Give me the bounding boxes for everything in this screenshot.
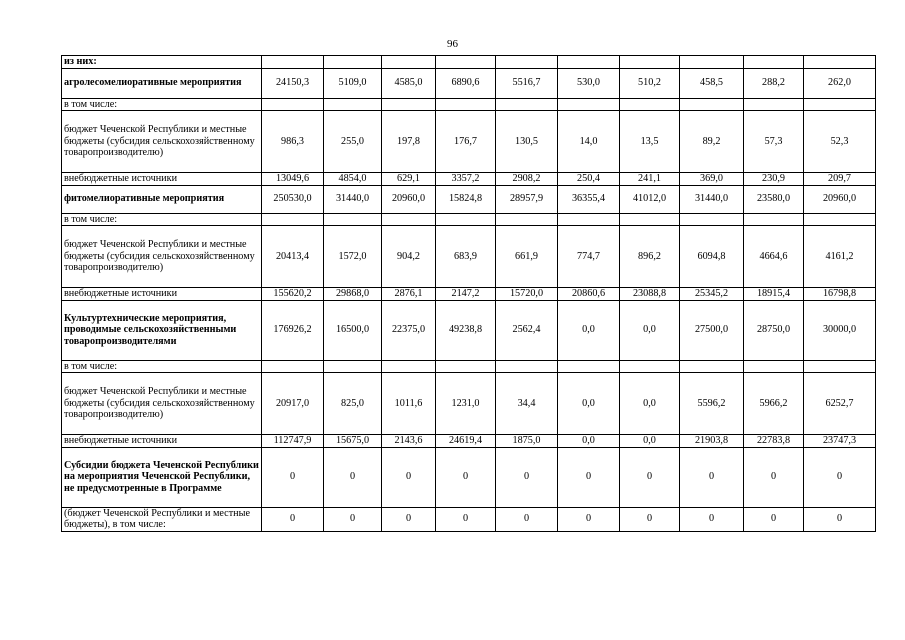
value-cell: 0 [436, 507, 496, 531]
value-cell: 20960,0 [382, 185, 436, 213]
value-cell: 0 [382, 447, 436, 507]
value-cell: 0,0 [558, 435, 620, 448]
value-cell: 4854,0 [324, 173, 382, 186]
value-cell: 197,8 [382, 111, 436, 173]
table-row [62, 300, 876, 360]
value-cell: 20917,0 [262, 373, 324, 435]
value-cell: 2147,2 [436, 288, 496, 301]
value-cell: 0 [744, 447, 804, 507]
row-label: из них: [62, 56, 262, 69]
row-label: внебюджетные источники [62, 288, 262, 301]
value-cell: 25345,2 [680, 288, 744, 301]
value-cell [620, 213, 680, 226]
value-cell [496, 360, 558, 373]
value-cell: 904,2 [382, 226, 436, 288]
value-cell: 5109,0 [324, 68, 382, 98]
value-cell: 57,3 [744, 111, 804, 173]
table-row [62, 68, 876, 98]
value-cell: 1572,0 [324, 226, 382, 288]
value-cell: 288,2 [744, 68, 804, 98]
value-cell: 0,0 [620, 373, 680, 435]
value-cell [436, 213, 496, 226]
value-cell: 6890,6 [436, 68, 496, 98]
value-cell [382, 98, 436, 111]
value-cell: 1011,6 [382, 373, 436, 435]
value-cell [262, 213, 324, 226]
value-cell [558, 213, 620, 226]
value-cell: 3357,2 [436, 173, 496, 186]
table-body [62, 56, 876, 532]
value-cell: 629,1 [382, 173, 436, 186]
value-cell: 29868,0 [324, 288, 382, 301]
value-cell [804, 56, 876, 69]
value-cell: 209,7 [804, 173, 876, 186]
value-cell [436, 98, 496, 111]
value-cell [262, 56, 324, 69]
value-cell [680, 213, 744, 226]
row-label: в том числе: [62, 213, 262, 226]
value-cell: 23580,0 [744, 185, 804, 213]
value-cell: 510,2 [620, 68, 680, 98]
value-cell: 89,2 [680, 111, 744, 173]
value-cell: 155620,2 [262, 288, 324, 301]
value-cell: 5596,2 [680, 373, 744, 435]
value-cell: 230,9 [744, 173, 804, 186]
value-cell: 0 [496, 507, 558, 531]
value-cell [744, 213, 804, 226]
value-cell [382, 56, 436, 69]
value-cell: 2143,6 [382, 435, 436, 448]
value-cell: 825,0 [324, 373, 382, 435]
value-cell: 130,5 [496, 111, 558, 173]
value-cell [620, 56, 680, 69]
value-cell [680, 98, 744, 111]
value-cell: 52,3 [804, 111, 876, 173]
table-row [62, 213, 876, 226]
value-cell [558, 56, 620, 69]
value-cell: 23088,8 [620, 288, 680, 301]
value-cell: 28750,0 [744, 300, 804, 360]
value-cell: 21903,8 [680, 435, 744, 448]
value-cell [262, 98, 324, 111]
row-label: внебюджетные источники [62, 173, 262, 186]
value-cell: 2876,1 [382, 288, 436, 301]
table-row [62, 185, 876, 213]
value-cell [558, 360, 620, 373]
value-cell: 262,0 [804, 68, 876, 98]
value-cell: 0 [262, 507, 324, 531]
value-cell: 14,0 [558, 111, 620, 173]
value-cell: 0,0 [558, 373, 620, 435]
value-cell: 5966,2 [744, 373, 804, 435]
value-cell: 0,0 [620, 435, 680, 448]
value-cell: 0 [496, 447, 558, 507]
value-cell: 774,7 [558, 226, 620, 288]
value-cell [804, 98, 876, 111]
value-cell: 0 [620, 507, 680, 531]
table-row [62, 447, 876, 507]
value-cell: 6094,8 [680, 226, 744, 288]
row-label: Субсидии бюджета Чеченской Республики на мероприятия Чеченской Республики, не предусмотренные в Программе [62, 447, 262, 507]
value-cell: 0,0 [620, 300, 680, 360]
value-cell [744, 98, 804, 111]
value-cell [436, 360, 496, 373]
value-cell: 36355,4 [558, 185, 620, 213]
value-cell: 0 [558, 447, 620, 507]
value-cell: 41012,0 [620, 185, 680, 213]
value-cell [496, 213, 558, 226]
value-cell [804, 213, 876, 226]
value-cell: 31440,0 [324, 185, 382, 213]
value-cell [496, 98, 558, 111]
value-cell: 15675,0 [324, 435, 382, 448]
value-cell: 112747,9 [262, 435, 324, 448]
value-cell [620, 360, 680, 373]
row-label: Культуртехнические мероприятия, проводимые сельскохозяйственными товаропроизводителями [62, 300, 262, 360]
table-row [62, 56, 876, 69]
value-cell [262, 360, 324, 373]
value-cell: 986,3 [262, 111, 324, 173]
value-cell: 0 [680, 507, 744, 531]
value-cell: 369,0 [680, 173, 744, 186]
row-label: фитомелиоративные мероприятия [62, 185, 262, 213]
table-row [62, 507, 876, 531]
value-cell: 4585,0 [382, 68, 436, 98]
row-label: внебюджетные источники [62, 435, 262, 448]
value-cell [324, 360, 382, 373]
table-row [62, 98, 876, 111]
value-cell: 0 [558, 507, 620, 531]
value-cell [436, 56, 496, 69]
value-cell: 23747,3 [804, 435, 876, 448]
value-cell [804, 360, 876, 373]
table-row [62, 360, 876, 373]
value-cell: 6252,7 [804, 373, 876, 435]
value-cell [680, 360, 744, 373]
value-cell [744, 56, 804, 69]
value-cell: 5516,7 [496, 68, 558, 98]
row-label: в том числе: [62, 360, 262, 373]
value-cell: 176926,2 [262, 300, 324, 360]
row-label: в том числе: [62, 98, 262, 111]
value-cell: 0 [436, 447, 496, 507]
value-cell: 13049,6 [262, 173, 324, 186]
row-label: бюджет Чеченской Республики и местные бюджеты (субсидия сельскохозяйственному товаропроизводителю) [62, 373, 262, 435]
value-cell: 0 [804, 507, 876, 531]
value-cell: 683,9 [436, 226, 496, 288]
row-label: бюджет Чеченской Республики и местные бюджеты (субсидия сельскохозяйственному товаропроизводителю) [62, 111, 262, 173]
value-cell [382, 360, 436, 373]
value-cell: 176,7 [436, 111, 496, 173]
value-cell: 458,5 [680, 68, 744, 98]
value-cell: 661,9 [496, 226, 558, 288]
row-label: агролесомелиоративные мероприятия [62, 68, 262, 98]
value-cell: 0 [620, 447, 680, 507]
table-row [62, 111, 876, 173]
value-cell: 24619,4 [436, 435, 496, 448]
value-cell: 13,5 [620, 111, 680, 173]
table-row [62, 173, 876, 186]
value-cell: 255,0 [324, 111, 382, 173]
value-cell [324, 56, 382, 69]
budget-table [61, 55, 876, 532]
value-cell: 896,2 [620, 226, 680, 288]
value-cell: 0 [744, 507, 804, 531]
value-cell: 20413,4 [262, 226, 324, 288]
value-cell: 28957,9 [496, 185, 558, 213]
value-cell: 24150,3 [262, 68, 324, 98]
value-cell: 2908,2 [496, 173, 558, 186]
value-cell [382, 213, 436, 226]
value-cell [496, 56, 558, 69]
value-cell: 27500,0 [680, 300, 744, 360]
value-cell: 4664,6 [744, 226, 804, 288]
value-cell: 18915,4 [744, 288, 804, 301]
value-cell: 0 [804, 447, 876, 507]
value-cell: 241,1 [620, 173, 680, 186]
value-cell: 22375,0 [382, 300, 436, 360]
value-cell: 20960,0 [804, 185, 876, 213]
value-cell [744, 360, 804, 373]
value-cell [324, 213, 382, 226]
value-cell: 20860,6 [558, 288, 620, 301]
value-cell: 30000,0 [804, 300, 876, 360]
value-cell [558, 98, 620, 111]
value-cell [324, 98, 382, 111]
value-cell: 250,4 [558, 173, 620, 186]
value-cell: 530,0 [558, 68, 620, 98]
value-cell [680, 56, 744, 69]
page-number: 96 [447, 38, 458, 50]
value-cell: 31440,0 [680, 185, 744, 213]
value-cell: 15824,8 [436, 185, 496, 213]
value-cell: 0 [382, 507, 436, 531]
value-cell: 2562,4 [496, 300, 558, 360]
value-cell: 0 [324, 447, 382, 507]
row-label: (бюджет Чеченской Республики и местные бюджеты), в том числе: [62, 507, 262, 531]
value-cell: 15720,0 [496, 288, 558, 301]
table-row [62, 288, 876, 301]
value-cell: 49238,8 [436, 300, 496, 360]
value-cell: 0 [262, 447, 324, 507]
table-row [62, 373, 876, 435]
value-cell: 1875,0 [496, 435, 558, 448]
value-cell: 22783,8 [744, 435, 804, 448]
value-cell: 34,4 [496, 373, 558, 435]
table-row [62, 435, 876, 448]
value-cell: 16500,0 [324, 300, 382, 360]
value-cell: 0,0 [558, 300, 620, 360]
value-cell: 16798,8 [804, 288, 876, 301]
value-cell: 0 [324, 507, 382, 531]
value-cell: 1231,0 [436, 373, 496, 435]
row-label: бюджет Чеченской Республики и местные бюджеты (субсидия сельскохозяйственному товаропроизводителю) [62, 226, 262, 288]
value-cell: 0 [680, 447, 744, 507]
table-row [62, 226, 876, 288]
value-cell: 250530,0 [262, 185, 324, 213]
value-cell: 4161,2 [804, 226, 876, 288]
value-cell [620, 98, 680, 111]
